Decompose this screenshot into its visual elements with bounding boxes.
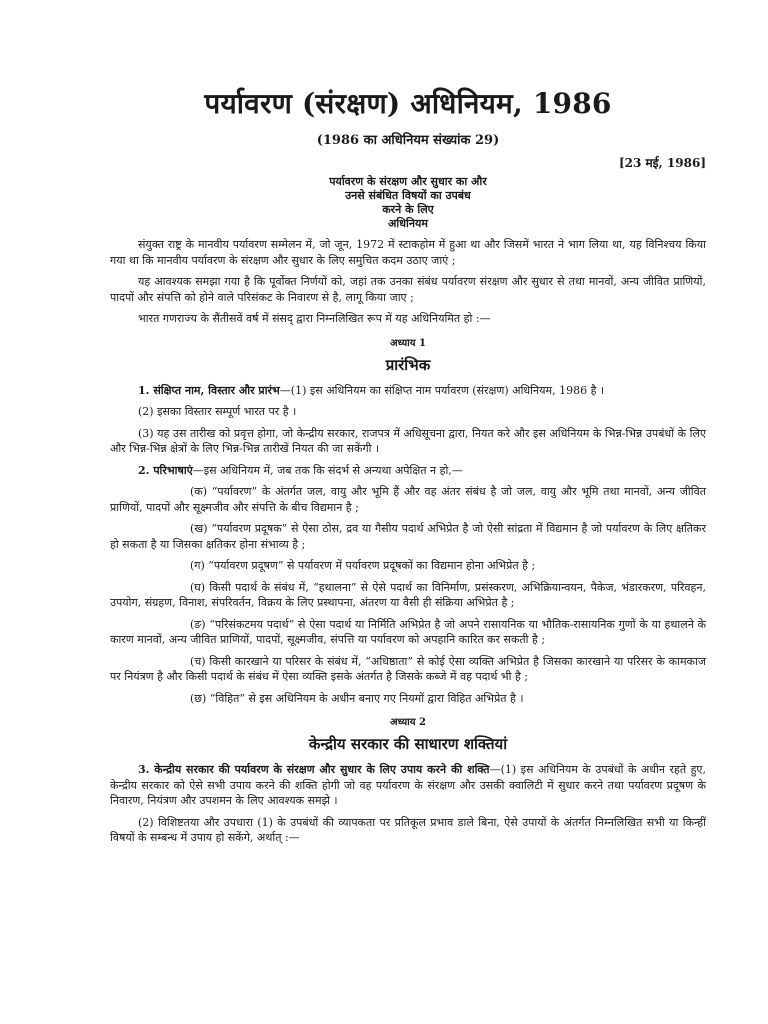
act-number: (1986 का अधिनियम संख्यांक 29) bbox=[316, 133, 500, 148]
chapter-title: प्रारंभिक bbox=[385, 355, 431, 374]
section-3 bbox=[110, 762, 706, 809]
definition: (ख) “पर्यावरण प्रदूषक” से ऐसा ठोस, द्रव या गैसीय पदार्थ अभिप्रेत है जो ऐसी सांद्रता में विद्यमान है जो पर्यावरण के लिए क्षतिकर हो सकता है या जिसका क्षतिकर होना संभाव्य है ; bbox=[110, 522, 706, 551]
section-text: —(1) इस अधिनियम के उपबंधों के अधीन रहते हुए, केन्द्रीय सरकार को ऐसे सभी उपाय करने की शक्ति होगी जो वह पर्यावरण के संरक्षण और उसकी क्वालिटी में सुधार करने तथा पर्यावरण प्रदूषण के निवारण, नियंत्रण और उपशमन के लिए आवश्यक समझे । bbox=[110, 763, 706, 807]
long-title-line: अधिनियम bbox=[388, 217, 428, 230]
definition: (ङ) “परिसंकटमय पदार्थ” से ऐसा पदार्थ या निर्मिति अभिप्रेत है जो अपने रासायनिक या भौतिक-रासायनिक गुणों के या हथालने के कारण मानवों, अन्य जीवित प्राणियों, पादपों, सूक्ष्मजीव, संपत्ति या पर्यावरण को अपहानि कारित कर सकती है ; bbox=[110, 617, 706, 646]
sub-section: (3) यह उस तारीख को प्रवृत्त होगा, जो केन्द्रीय सरकार, राजपत्र में अधिसूचना द्वारा, नियत करे और इस अधिनियम के भिन्न-भिन्न उपबंधों के लिए और भिन्न-भिन्न क्षेत्रों के लिए भिन्न-भिन्न तारीखें नियत की जा सकेंगी । bbox=[110, 426, 706, 455]
chapter-label: अध्याय 2 bbox=[389, 717, 427, 728]
section-heading: 2. परिभाषाएं bbox=[138, 463, 193, 477]
chapter-label: अध्याय 1 bbox=[389, 337, 427, 349]
definition: (क) “पर्यावरण” के अंतर्गत जल, वायु और भूमि हैं और वह अंतर संबंध है जो जल, वायु और भूमि तथा मानवों, अन्य जीवित प्राणियों, पादपों और सूक्ष्मजीव और संपत्ति के बीच विद्यमान है ; bbox=[110, 485, 706, 514]
definition: (छ) “विहित” से इस अधिनियम के अधीन बनाए गए नियमों द्वारा विहित अभिप्रेत है । bbox=[190, 691, 524, 705]
page-title: पर्यावरण (संरक्षण) अधिनियम, 1986 bbox=[204, 87, 612, 120]
definition: (च) किसी कारखाने या परिसर के संबंध में, “अधिष्ठाता” से कोई ऐसा व्यक्ति अभिप्रेत है जिसका कारखाने या परिसर के कामकाज पर नियंत्रण है और किसी पदार्थ के संबंध में ऐसा व्यक्ति इसके अंतर्गत है जिसके कब्जे में वह पदार्थ भी है ; bbox=[110, 654, 706, 683]
sub-section: (2) विशिष्टतया और उपधारा (1) के उपबंधों की व्यापकता पर प्रतिकूल प्रभाव डाले बिना, ऐसे उपायों के अंतर्गत निम्नलिखित सभी या किन्हीं विषयों के सम्बन्ध में उपाय हो सकेंगे, अर्थात् :— bbox=[110, 815, 706, 844]
recital: यह आवश्यक समझा गया है कि पूर्वोक्त निर्णयों को, जहां तक उनका संबंध पर्यावरण संरक्षण और सुधार से तथा मानवों, अन्य जीवित प्राणियों, पादपों और संपत्ति को होने वाले परिसंकट के निवारण से है, लागू किया जाए ; bbox=[110, 275, 706, 304]
enacting-formula: भारत गणराज्य के सैंतीसवें वर्ष में संसद् द्वारा निम्नलिखित रूप में यह अधिनियमित हो :— bbox=[138, 312, 491, 325]
chapter-title: केन्द्रीय सरकार की साधारण शक्तियां bbox=[308, 735, 508, 753]
section-heading: 3. केन्द्रीय सरकार की पर्यावरण के संरक्षण और सुधार के लिए उपाय करने की शक्ति bbox=[138, 763, 490, 776]
definition: (ग) “पर्यावरण प्रदूषण” से पर्यावरण में पर्यावरण प्रदूषकों का विद्यमान होना अभिप्रेत है ; bbox=[190, 559, 536, 572]
sub-section: (2) इसका विस्तार सम्पूर्ण भारत पर है । bbox=[138, 405, 297, 418]
long-title-line: पर्यावरण के संरक्षण और सुधार का और bbox=[329, 175, 487, 188]
recital: संयुक्त राष्ट्र के मानवीय पर्यावरण सम्मेलन में, जो जून, 1972 में स्टाकहोम में हुआ था और जिसमें भारत ने भाग लिया था, यह विनिश्चय किया गया था कि मानवीय पर्यावरण के संरक्षण और सुधार के लिए समुचित कदम उठाए जाएं ; bbox=[110, 238, 706, 267]
section-text: —इस अधिनियम में, जब तक कि संदर्भ से अन्यथा अपेक्षित न हो,— bbox=[192, 463, 463, 477]
enactment-date: [23 मई, 1986] bbox=[618, 156, 706, 170]
long-title bbox=[110, 175, 706, 231]
definition: (घ) किसी पदार्थ के संबंध में, “हथालना” से ऐसे पदार्थ का विनिर्माण, प्रसंस्करण, अभिक्रियान्वयन, पैकेज, भंडारकरण, परिवहन, उपयोग, संग्रहण, विनाश, संपरिवर्तन, विक्रय के लिए प्रस्थापना, अंतरण या वैसी ही संक्रिया अभिप्रेत है ; bbox=[110, 580, 706, 609]
section-heading: 1. संक्षिप्त नाम, विस्तार और प्रारंभ bbox=[138, 383, 280, 397]
section-text: —(1) इस अधिनियम का संक्षिप्त नाम पर्यावरण (संरक्षण) अधिनियम, 1986 है । bbox=[279, 383, 605, 397]
section-1 bbox=[110, 383, 706, 399]
long-title-line: उनसे संबंधित विषयों का उपबंध bbox=[345, 189, 471, 202]
long-title-line: करने के लिए bbox=[382, 203, 434, 216]
section-2 bbox=[110, 463, 706, 479]
